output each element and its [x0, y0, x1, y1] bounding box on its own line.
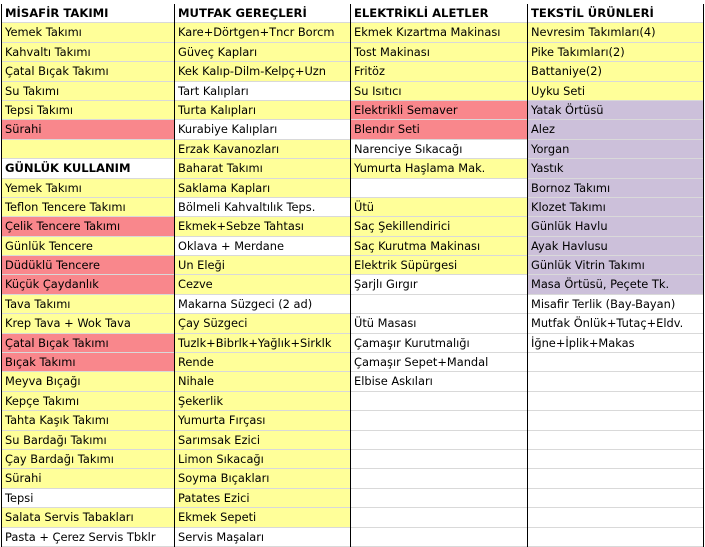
section-header-cell[interactable]: GÜNLÜK KULLANIM [2, 159, 174, 178]
cell[interactable]: Yemek Takımı [2, 179, 174, 198]
cell[interactable]: Bıçak Takımı [2, 353, 174, 372]
cell[interactable] [351, 528, 527, 547]
cell[interactable]: Masa Örtüsü, Peçete Tk. [528, 275, 703, 294]
cell[interactable]: Limon Sıkacağı [175, 450, 350, 469]
cell[interactable]: Soyma Bıçakları [175, 469, 350, 488]
cell[interactable]: Klozet Takımı [528, 198, 703, 217]
cell[interactable]: Blendır Seti [351, 120, 527, 139]
cell[interactable]: Su Isıtıcı [351, 82, 527, 101]
cell[interactable]: Tahta Kaşık Takımı [2, 411, 174, 430]
cell[interactable]: Salata Servis Tabakları [2, 508, 174, 527]
cell[interactable]: Ekmek+Sebze Tahtası [175, 217, 350, 236]
cell[interactable]: Narenciye Sıkacağı [351, 140, 527, 159]
cell[interactable]: Alez [528, 120, 703, 139]
cell[interactable]: Şarjlı Gırgır [351, 275, 527, 294]
cell[interactable]: Sürahi [2, 120, 174, 139]
cell[interactable]: Mutfak Önlük+Tutaç+Eldv. [528, 314, 703, 333]
cell[interactable] [528, 411, 703, 430]
cell[interactable]: Rende [175, 353, 350, 372]
cell[interactable]: Günlük Havlu [528, 217, 703, 236]
cell[interactable]: Krep Tava + Wok Tava [2, 314, 174, 333]
cell[interactable]: Su Takımı [2, 82, 174, 101]
column-mutfak-grecleri [174, 4, 350, 547]
cell[interactable]: Kurabiye Kalıpları [175, 120, 350, 139]
cell[interactable]: Çatal Bıçak Takımı [2, 62, 174, 81]
cell[interactable]: Ütü Masası [351, 314, 527, 333]
cell[interactable]: Tepsi Takımı [2, 101, 174, 120]
cell[interactable]: Baharat Takımı [175, 159, 350, 178]
cell[interactable]: Ütü [351, 198, 527, 217]
cell[interactable]: Su Bardağı Takımı [2, 431, 174, 450]
cell[interactable]: Tepsi [2, 489, 174, 508]
cell[interactable] [528, 450, 703, 469]
cell[interactable]: Saklama Kapları [175, 179, 350, 198]
cell[interactable] [528, 353, 703, 372]
cell[interactable]: Tart Kalıpları [175, 82, 350, 101]
cell[interactable] [351, 450, 527, 469]
cell[interactable]: Yemek Takımı [2, 23, 174, 42]
cell[interactable]: Turta Kalıpları [175, 101, 350, 120]
cell[interactable]: Saç Kurutma Makinası [351, 237, 527, 256]
cell[interactable]: Un Eleği [175, 256, 350, 275]
cell[interactable] [528, 431, 703, 450]
cell[interactable]: Güveç Kapları [175, 43, 350, 62]
cell[interactable]: Fritöz [351, 62, 527, 81]
cell[interactable]: Kahvaltı Takımı [2, 43, 174, 62]
cell[interactable]: Teflon Tencere Takımı [2, 198, 174, 217]
cell[interactable]: Ekmek Kızartma Makinası [351, 23, 527, 42]
cell[interactable] [351, 508, 527, 527]
cell[interactable]: Oklava + Merdane [175, 237, 350, 256]
cell[interactable]: Çelik Tencere Takımı [2, 217, 174, 236]
cell[interactable] [528, 392, 703, 411]
cell[interactable] [528, 372, 703, 391]
cell[interactable] [351, 179, 527, 198]
column-elektrikli-aletler [350, 4, 527, 547]
cell[interactable]: Günlük Tencere [2, 237, 174, 256]
cell[interactable]: İğne+İplik+Makas [528, 334, 703, 353]
cell[interactable]: Çay Süzgeci [175, 314, 350, 333]
cell[interactable]: Bölmeli Kahvaltılık Teps. [175, 198, 350, 217]
cell[interactable]: Uyku Seti [528, 82, 703, 101]
cell[interactable]: Yumurta Fırçası [175, 411, 350, 430]
cell[interactable]: Patates Ezici [175, 489, 350, 508]
cell[interactable] [351, 489, 527, 508]
cell[interactable]: Yastık [528, 159, 703, 178]
cell[interactable]: Düdüklü Tencere [2, 256, 174, 275]
cell[interactable] [528, 508, 703, 527]
cell[interactable]: Makarna Süzgeci (2 ad) [175, 295, 350, 314]
cell[interactable]: Çamaşır Sepet+Mandal [351, 353, 527, 372]
cell[interactable]: Sarımsak Ezici [175, 431, 350, 450]
cell[interactable]: Nihale [175, 372, 350, 391]
cell[interactable] [351, 411, 527, 430]
cell[interactable]: Erzak Kavanozları [175, 140, 350, 159]
cell[interactable]: Çamaşır Kurutmalığı [351, 334, 527, 353]
cell[interactable]: Battaniye(2) [528, 62, 703, 81]
cell[interactable] [351, 431, 527, 450]
cell[interactable]: Tava Takımı [2, 295, 174, 314]
cell[interactable] [528, 528, 703, 547]
cell[interactable] [351, 392, 527, 411]
column-header[interactable]: MİSAFİR TAKIMI [2, 4, 174, 23]
cell[interactable] [528, 489, 703, 508]
cell[interactable]: Elektrikli Semaver [351, 101, 527, 120]
cell[interactable] [528, 469, 703, 488]
cell[interactable]: Kepçe Takımı [2, 392, 174, 411]
cell[interactable]: Küçük Çaydanlık [2, 275, 174, 294]
cell[interactable]: Tost Makinası [351, 43, 527, 62]
cell[interactable]: Misafir Terlik (Bay-Bayan) [528, 295, 703, 314]
cell[interactable]: Pasta + Çerez Servis Tbklr [2, 528, 174, 547]
column-header[interactable]: ELEKTRİKLİ ALETLER [351, 4, 527, 23]
cell[interactable]: Meyva Bıçağı [2, 372, 174, 391]
cell[interactable]: Saç Şekillendirici [351, 217, 527, 236]
cell[interactable]: Yumurta Haşlama Mak. [351, 159, 527, 178]
cell[interactable] [351, 295, 527, 314]
cell[interactable]: Nevresim Takımları(4) [528, 23, 703, 42]
cell[interactable]: Tuzlk+Bibrlk+Yağlık+Sirklk [175, 334, 350, 353]
cell[interactable]: Bornoz Takımı [528, 179, 703, 198]
cell[interactable]: Yatak Örtüsü [528, 101, 703, 120]
cell[interactable]: Kek Kalıp-Dilm-Kelpç+Uzn [175, 62, 350, 81]
column-misafir-takimi [1, 4, 174, 547]
cell[interactable] [2, 140, 174, 159]
cell[interactable]: Cezve [175, 275, 350, 294]
column-tekstil-urunleri [527, 4, 704, 547]
cell[interactable]: Çatal Bıçak Takımı [2, 334, 174, 353]
cell[interactable] [351, 469, 527, 488]
cell[interactable]: Kare+Dörtgen+Tncr Borcm [175, 23, 350, 42]
column-header[interactable]: TEKSTİL ÜRÜNLERİ [528, 4, 703, 23]
cell[interactable]: Sürahi [2, 469, 174, 488]
cell[interactable]: Elbise Askıları [351, 372, 527, 391]
column-header[interactable]: MUTFAK GEREÇLERİ [175, 4, 350, 23]
cell[interactable]: Ayak Havlusu [528, 237, 703, 256]
cell[interactable]: Yorgan [528, 140, 703, 159]
cell[interactable]: Servis Maşaları [175, 528, 350, 547]
cell[interactable]: Pike Takımları(2) [528, 43, 703, 62]
cell[interactable]: Elektrik Süpürgesi [351, 256, 527, 275]
cell[interactable]: Ekmek Sepeti [175, 508, 350, 527]
cell[interactable]: Çay Bardağı Takımı [2, 450, 174, 469]
cell[interactable]: Günlük Vitrin Takımı [528, 256, 703, 275]
cell[interactable]: Şekerlik [175, 392, 350, 411]
